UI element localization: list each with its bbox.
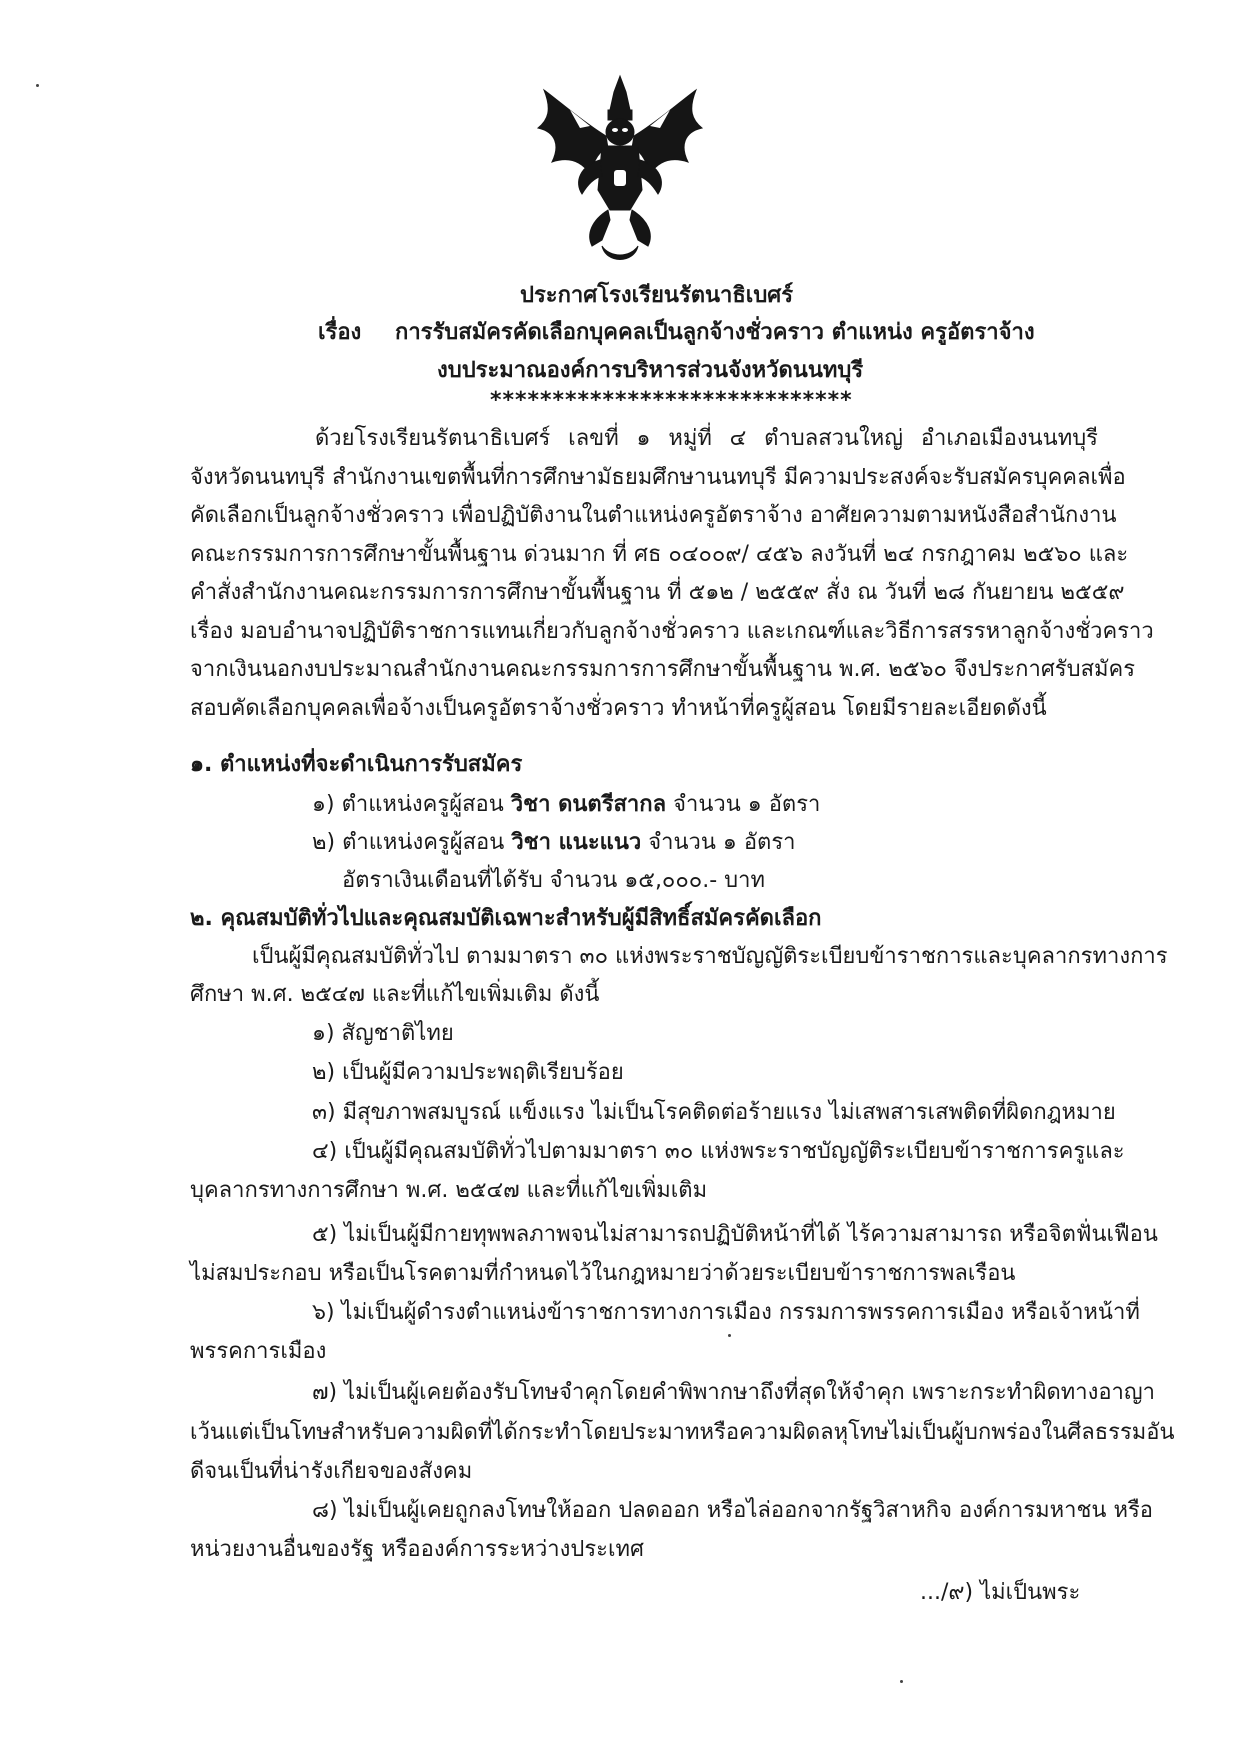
qualification-item: เว้นแต่เป็นโทษสำหรับความผิดที่ได้กระทำโดยประมาทหรือความผิดลหุโทษไม่เป็นผู้บกพร่องในศีลธรรมอัน [190, 1420, 1175, 1445]
intro-line: จากเงินนอกงบประมาณสำนักงานคณะกรรมการการศึกษาขั้นพื้นฐาน พ.ศ. ๒๕๖๐ จึงประกาศรับสมัคร [190, 657, 1136, 682]
qualification-item: ไม่สมประกอบ หรือเป็นโรคตามที่กำหนดไว้ในกฎหมายว่าด้วยระเบียบข้าราชการพลเรือน [190, 1261, 1016, 1286]
qualification-item: พรรคการเมือง [190, 1339, 327, 1364]
position-number: ๒) [312, 830, 336, 855]
position-item [312, 828, 796, 858]
garuda-emblem-icon [530, 70, 710, 270]
position-item [312, 790, 820, 820]
qualification-item: ดีจนเป็นที่น่ารังเกียจของสังคม [190, 1459, 473, 1484]
intro-line: ด้วยโรงเรียนรัตนาธิเบศร์ เลขที่ ๑ หมู่ที่ ๔ ตำบลสวนใหญ่ อำเภอเมืองนนทบุรี [315, 426, 1098, 451]
position-count: จำนวน ๑ อัตรา [673, 792, 821, 817]
section-2-intro: ศึกษา พ.ศ. ๒๕๔๗ และที่แก้ไขเพิ่มเติม ดังนี้ [190, 982, 600, 1007]
scan-speck [900, 1680, 903, 1683]
intro-line: เรื่อง มอบอำนาจปฏิบัติราชการแทนเกี่ยวกับลูกจ้างชั่วคราว และเกณฑ์และวิธีการสรรหาลูกจ้างชั่วคราว [190, 619, 1154, 644]
qualification-item: ๗) ไม่เป็นผู้เคยต้องรับโทษจำคุกโดยคำพิพากษาถึงที่สุดให้จำคุก เพราะกระทำผิดทางอาญา [312, 1380, 1156, 1405]
position-number: ๑) [312, 792, 335, 817]
qualification-item: หน่วยงานอื่นของรัฐ หรือองค์การระหว่างประเทศ [190, 1537, 644, 1562]
qualification-item: ๑) สัญชาติไทย [312, 1021, 454, 1046]
page-continuation: .../๙) ไม่เป็นพระ [920, 1580, 1081, 1605]
announcement-title: ประกาศโรงเรียนรัตนาธิเบศร์ [520, 283, 794, 308]
qualification-item: บุคลากรทางการศึกษา พ.ศ. ๒๕๔๗ และที่แก้ไขเพิ่มเติม [190, 1178, 708, 1203]
position-prefix: ตำแหน่งครูผู้สอน [342, 830, 505, 855]
subject-line-2: งบประมาณองค์การบริหารส่วนจังหวัดนนทบุรี [437, 358, 864, 383]
qualification-item: ๓) มีสุขภาพสมบูรณ์ แข็งแรง ไม่เป็นโรคติดต่อร้ายแรง ไม่เสพสารเสพติดที่ผิดกฎหมาย [312, 1100, 1116, 1125]
section-2-intro: เป็นผู้มีคุณสมบัติทั่วไป ตามมาตรา ๓๐ แห่งพระราชบัญญัติระเบียบข้าราชการและบุคลากรทางการ [252, 944, 1168, 969]
qualification-item: ๘) ไม่เป็นผู้เคยถูกลงโทษให้ออก ปลดออก หรือไล่ออกจากรัฐวิสาหกิจ องค์การมหาชน หรือ [312, 1498, 1153, 1523]
subject-line-1: การรับสมัครคัดเลือกบุคคลเป็นลูกจ้างชั่วคราว ตำแหน่ง ครูอัตราจ้าง [395, 320, 1035, 345]
intro-line: คำสั่งสำนักงานคณะกรรมการการศึกษาขั้นพื้นฐาน ที่ ๕๑๒ / ๒๕๕๙ สั่ง ณ วันที่ ๒๘ กันยายน ๒๕๕๙ [190, 580, 1125, 605]
position-subject: วิชา ดนตรีสากล [510, 792, 667, 817]
salary-line: อัตราเงินเดือนที่ได้รับ จำนวน ๑๕,๐๐๐.- บาท [342, 868, 765, 893]
intro-line: คัดเลือกเป็นลูกจ้างชั่วคราว เพื่อปฏิบัติงานในตำแหน่งครูอัตราจ้าง อาศัยความตามหนังสือสำนักงาน [190, 503, 1117, 528]
scan-speck [728, 1334, 731, 1337]
section-1-heading: ๑. ตำแหน่งที่จะดำเนินการรับสมัคร [190, 752, 523, 777]
position-prefix: ตำแหน่งครูผู้สอน [341, 792, 504, 817]
section-2-heading: ๒. คุณสมบัติทั่วไปและคุณสมบัติเฉพาะสำหรับผู้มีสิทธิ์สมัครคัดเลือก [190, 906, 822, 931]
intro-line: คณะกรรมการการศึกษาขั้นพื้นฐาน ด่วนมาก ที่ ศธ ๐๔๐๐๙/ ๔๕๖ ลงวันที่ ๒๔ กรกฎาคม ๒๕๖๐ และ [190, 542, 1129, 567]
qualification-item: ๒) เป็นผู้มีความประพฤติเรียบร้อย [312, 1060, 624, 1085]
scan-speck [36, 84, 39, 87]
qualification-item: ๔) เป็นผู้มีคุณสมบัติทั่วไปตามมาตรา ๓๐ แห่งพระราชบัญญัติระเบียบข้าราชการครูและ [312, 1139, 1125, 1164]
qualification-item: ๕) ไม่เป็นผู้มีกายทุพพลภาพจนไม่สามารถปฏิบัติหน้าที่ได้ ไร้ความสามารถ หรือจิตฟั่นเฟือน [312, 1222, 1158, 1247]
subject-label: เรื่อง [318, 320, 362, 345]
intro-line: จังหวัดนนทบุรี สำนักงานเขตพื้นที่การศึกษามัธยมศึกษานนทบุรี มีความประสงค์จะรับสมัครบุคคลเพื่อ [190, 465, 1126, 490]
position-count: จำนวน ๑ อัตรา [648, 830, 796, 855]
intro-line: สอบคัดเลือกบุคคลเพื่อจ้างเป็นครูอัตราจ้างชั่วคราว ทำหน้าที่ครูผู้สอน โดยมีรายละเอียดดังนี้ [190, 696, 1047, 721]
header-separator: ***************************** [490, 388, 853, 413]
qualification-item: ๖) ไม่เป็นผู้ดำรงตำแหน่งข้าราชการทางการเมือง กรรมการพรรคการเมือง หรือเจ้าหน้าที่ [312, 1300, 1140, 1325]
position-subject: วิชา แนะแนว [511, 830, 642, 855]
